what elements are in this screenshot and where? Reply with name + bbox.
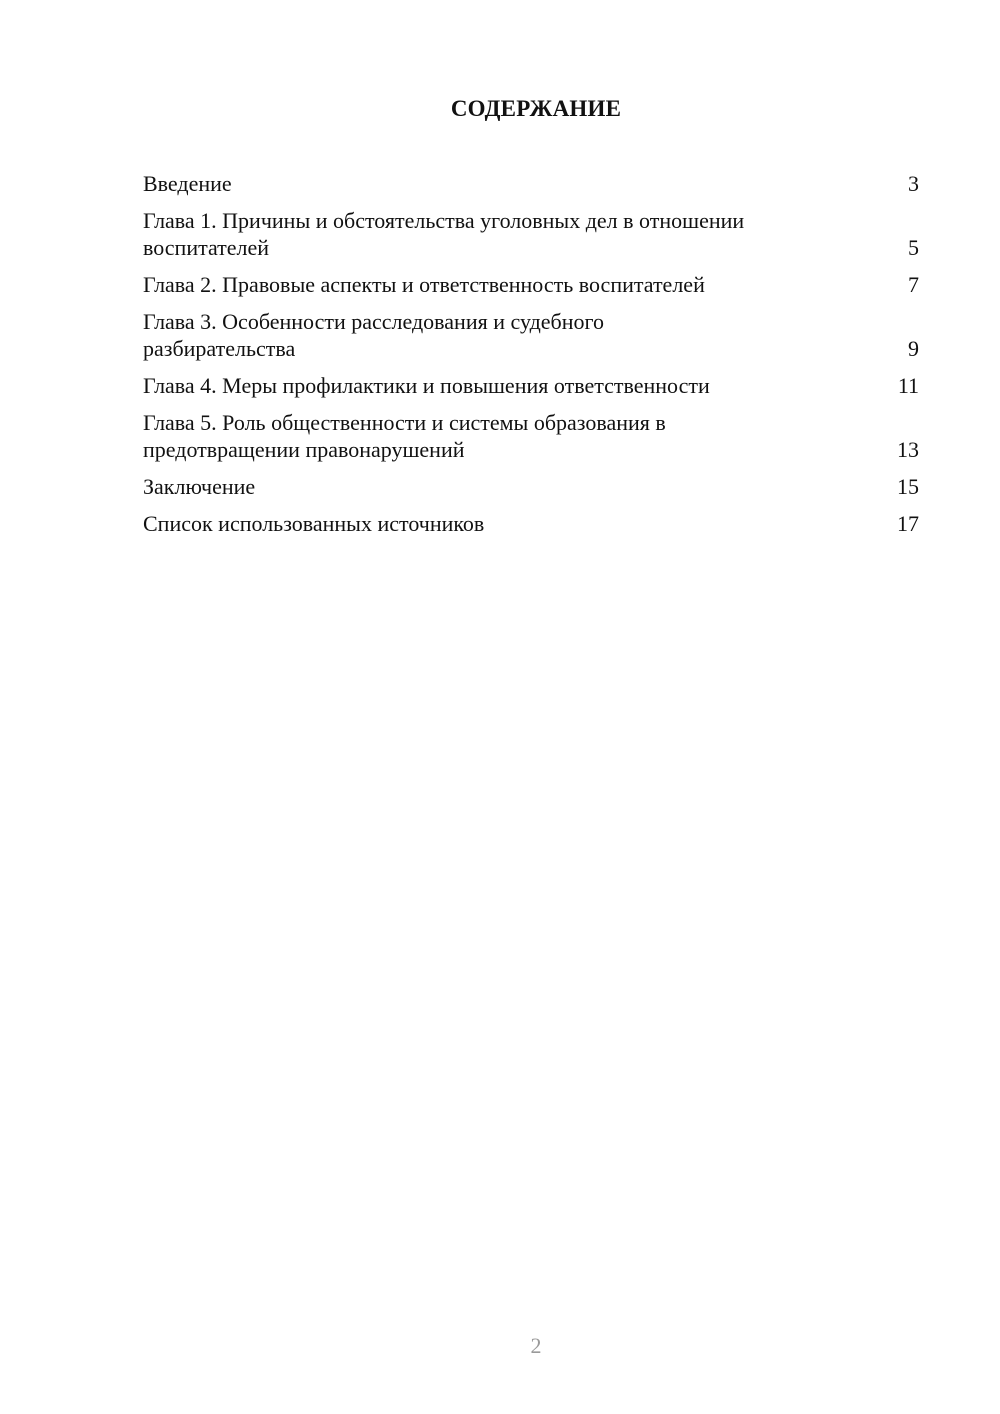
- toc-entry-page: 3: [908, 171, 919, 196]
- toc-entry-title: Глава 2. Правовые аспекты и ответственность воспитателей: [143, 272, 705, 297]
- toc-entry-page: 9: [908, 336, 919, 361]
- toc-entry-title: Глава 4. Меры профилактики и повышения ответственности: [143, 373, 710, 398]
- toc-entry-title: Заключение: [143, 474, 256, 499]
- toc-entry-conclusion: [143, 473, 919, 500]
- toc-entry-chapter-5: [143, 409, 919, 463]
- toc-entry-page: 5: [908, 235, 919, 260]
- toc-entry-introduction: [143, 170, 919, 197]
- toc-entry-page: 15: [897, 474, 919, 499]
- toc-entry-page: 13: [897, 437, 919, 462]
- toc-entry-chapter-4: [143, 372, 919, 399]
- page-number: 2: [530, 1333, 542, 1358]
- toc-entry-title: Глава 3. Особенности расследования и судебного разбирательства: [143, 309, 604, 361]
- toc-entry-chapter-2: [143, 271, 919, 298]
- toc-entry-chapter-3: [143, 308, 919, 362]
- toc-entry-chapter-1: [143, 207, 919, 261]
- table-of-contents: [143, 170, 919, 547]
- toc-entry-title: Глава 5. Роль общественности и системы образования в предотвращении правонарушений: [143, 410, 666, 462]
- toc-entry-page: 17: [897, 511, 919, 536]
- toc-entry-title: Глава 1. Причины и обстоятельства уголовных дел в отношении воспитателей: [143, 208, 745, 260]
- toc-entry-title: Введение: [143, 171, 232, 196]
- toc-entry-page: 11: [897, 373, 919, 398]
- toc-entry-page: 7: [908, 272, 919, 297]
- toc-entry-title: Список использованных источников: [143, 511, 485, 536]
- toc-entry-references: [143, 510, 919, 537]
- page-title: СОДЕРЖАНИЕ: [450, 96, 622, 121]
